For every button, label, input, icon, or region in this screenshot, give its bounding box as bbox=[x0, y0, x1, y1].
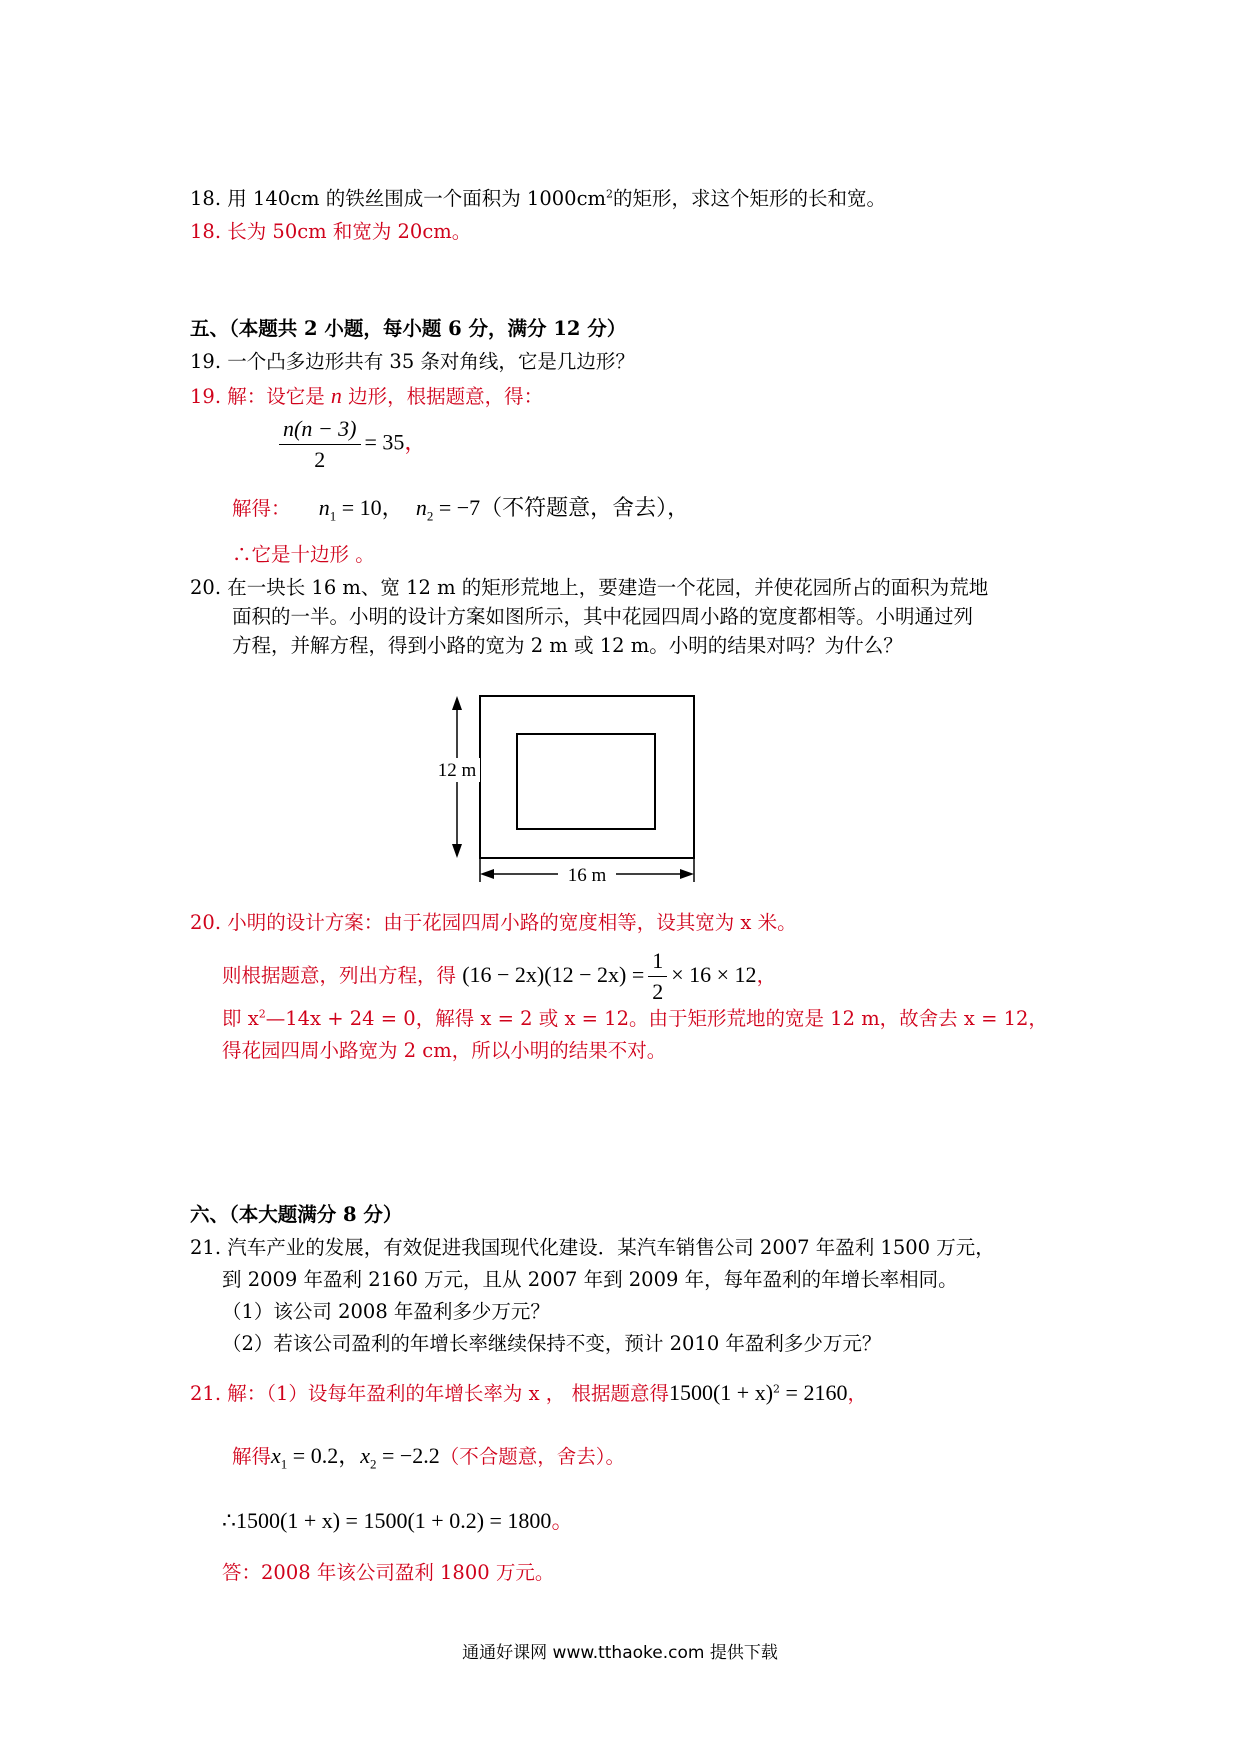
q21-question-part2: （2）若该公司盈利的年增长率继续保持不变，预计 2010 年盈利多少万元？ bbox=[222, 1332, 882, 1355]
q20-answer-line3-tail: —14x + 24 = 0，解得 x = 2 或 x = 12。由于矩形荒地的宽是 12 m，故舍去 x = 12， bbox=[265, 1007, 1048, 1030]
page-footer: 通通好课网 www.tthaoke.com 提供下载 bbox=[462, 1643, 778, 1663]
q19-equation-end: ， bbox=[404, 429, 427, 455]
q20-answer-superscript: 2 bbox=[258, 1007, 266, 1021]
q19-n1-value: = 10， bbox=[336, 495, 404, 520]
q20-fraction-denominator: 2 bbox=[652, 979, 664, 1004]
q19-n2: n bbox=[415, 495, 427, 520]
q20-garden-diagram bbox=[430, 690, 700, 890]
q21-solution-line3 bbox=[222, 1508, 573, 1534]
q19-fraction-denominator: 2 bbox=[314, 447, 326, 472]
q20-answer-eq-rhs: × 16 × 12 bbox=[671, 962, 757, 987]
q21-rejection-note: （不合题意，舍去）。 bbox=[439, 1445, 626, 1468]
q21-question-part1: （1）该公司 2008 年盈利多少万元？ bbox=[222, 1300, 550, 1323]
q19-intro-tail: 边形，根据题意，得： bbox=[341, 385, 544, 408]
q20-answer-line3 bbox=[222, 1006, 1048, 1032]
q21-answer: 答：2008 年该公司盈利 1800 万元。 bbox=[222, 1561, 555, 1584]
q18-question-tail: 的矩形，求这个矩形的长和宽。 bbox=[612, 187, 886, 210]
outer-land-rect bbox=[480, 696, 694, 858]
q21-solution-eq-rhs: = 2160 bbox=[780, 1380, 848, 1405]
q19-n1: n bbox=[318, 495, 330, 520]
q21-solution-eq: 1500(1 + x) bbox=[668, 1380, 774, 1405]
inner-garden-rect bbox=[517, 734, 655, 829]
q20-question-line3: 方程，并解方程，得到小路的宽为 2 m 或 12 m。小明的结果对吗？为什么？ bbox=[232, 634, 903, 657]
q21-x2-value: = −2.2 bbox=[376, 1443, 440, 1468]
q20-answer-line2 bbox=[222, 946, 776, 1007]
q20-answer-eq-lhs: (16 − 2x)(12 − 2x) = bbox=[462, 962, 645, 987]
q20-answer-line4: 得花园四周小路宽为 2 cm，所以小明的结果不对。 bbox=[222, 1039, 667, 1062]
q21-question-line2: 到 2009 年盈利 2160 万元，且从 2007 年到 2009 年，每年盈利的年增长率相同。 bbox=[222, 1268, 958, 1291]
q19-intro-text: 19. 解：设它是 bbox=[190, 385, 331, 408]
q21-solution-line1 bbox=[190, 1380, 867, 1407]
q20-answer-line3-text: 即 x bbox=[222, 1007, 259, 1030]
q21-solution-line2 bbox=[232, 1443, 625, 1470]
q21-x2: x bbox=[360, 1443, 370, 1468]
q20-answer-eq-intro: 则根据题意，列出方程，得 bbox=[222, 964, 463, 987]
q19-fraction-numerator: n(n − 3) bbox=[279, 414, 361, 445]
q20-answer-eq-end: ， bbox=[756, 964, 777, 987]
q19-solve-line bbox=[232, 495, 689, 522]
q20-question-line1: 20. 在一块长 16 m、宽 12 m 的矩形荒地上，要建造一个花园，并使花园所占的面积为荒地 bbox=[190, 576, 989, 599]
q21-result-equation: ∴1500(1 + x) = 1500(1 + 0.2) = 1800 bbox=[222, 1508, 552, 1533]
q19-equation bbox=[275, 414, 426, 475]
q18-answer: 18. 长为 50cm 和宽为 20cm。 bbox=[190, 220, 472, 243]
q19-solve-label: 解得： bbox=[232, 497, 291, 520]
q19-variable: n bbox=[330, 383, 342, 408]
height-arrow-bottom bbox=[452, 844, 462, 858]
q19-conclusion: ∴它是十边形 。 bbox=[232, 543, 375, 566]
q21-result-end: 。 bbox=[551, 1508, 574, 1533]
q21-solution-intro: 21. 解：（1）设每年盈利的年增长率为 x ， 根据题意得 bbox=[190, 1382, 669, 1405]
q18-superscript: 2 bbox=[605, 187, 613, 201]
q18-question bbox=[190, 186, 886, 212]
q21-solve-label: 解得 bbox=[232, 1445, 272, 1468]
q19-solution-intro bbox=[190, 383, 543, 410]
q19-n2-value: = −7（不符题意，舍去）， bbox=[433, 495, 690, 520]
q18-question-text: 18. 用 140cm 的铁丝围成一个面积为 1000cm bbox=[190, 187, 606, 210]
q21-solution-superscript: 2 bbox=[773, 1382, 781, 1396]
q19-equation-rhs: = 35 bbox=[364, 429, 405, 455]
q19-n1-subscript: 1 bbox=[329, 508, 337, 524]
q21-x1: x bbox=[271, 1443, 281, 1468]
section5-heading: 五、（本题共 2 小题，每小题 6 分，满分 12 分） bbox=[190, 317, 627, 340]
q20-question-line2: 面积的一半。小明的设计方案如图所示，其中花园四周小路的宽度都相等。小明通过列 bbox=[232, 605, 974, 628]
q21-x1-value: = 0.2， bbox=[287, 1443, 361, 1468]
width-label: 16 m bbox=[567, 865, 607, 886]
height-arrow-top bbox=[452, 696, 462, 710]
width-arrow-right bbox=[680, 869, 694, 879]
q19-question: 19. 一个凸多边形共有 35 条对角线，它是几边形？ bbox=[190, 350, 635, 373]
q21-x2-subscript: 2 bbox=[369, 1456, 377, 1472]
width-arrow-left bbox=[480, 869, 494, 879]
section6-heading: 六、（本大题满分 8 分） bbox=[190, 1203, 403, 1226]
q20-answer-line1: 20. 小明的设计方案：由于花园四周小路的宽度相等，设其宽为 x 米。 bbox=[190, 911, 797, 934]
q20-fraction-numerator: 1 bbox=[648, 946, 667, 977]
height-label: 12 m bbox=[437, 760, 477, 781]
q21-question-line1: 21. 汽车产业的发展，有效促进我国现代化建设．某汽车销售公司 2007 年盈利 1500 万元， bbox=[190, 1236, 995, 1259]
q21-x1-subscript: 1 bbox=[280, 1456, 288, 1472]
q19-fraction bbox=[279, 414, 361, 475]
q20-answer-fraction bbox=[648, 946, 667, 1007]
q19-n2-subscript: 2 bbox=[426, 508, 434, 524]
q21-solution-eq-end: ， bbox=[847, 1382, 867, 1405]
